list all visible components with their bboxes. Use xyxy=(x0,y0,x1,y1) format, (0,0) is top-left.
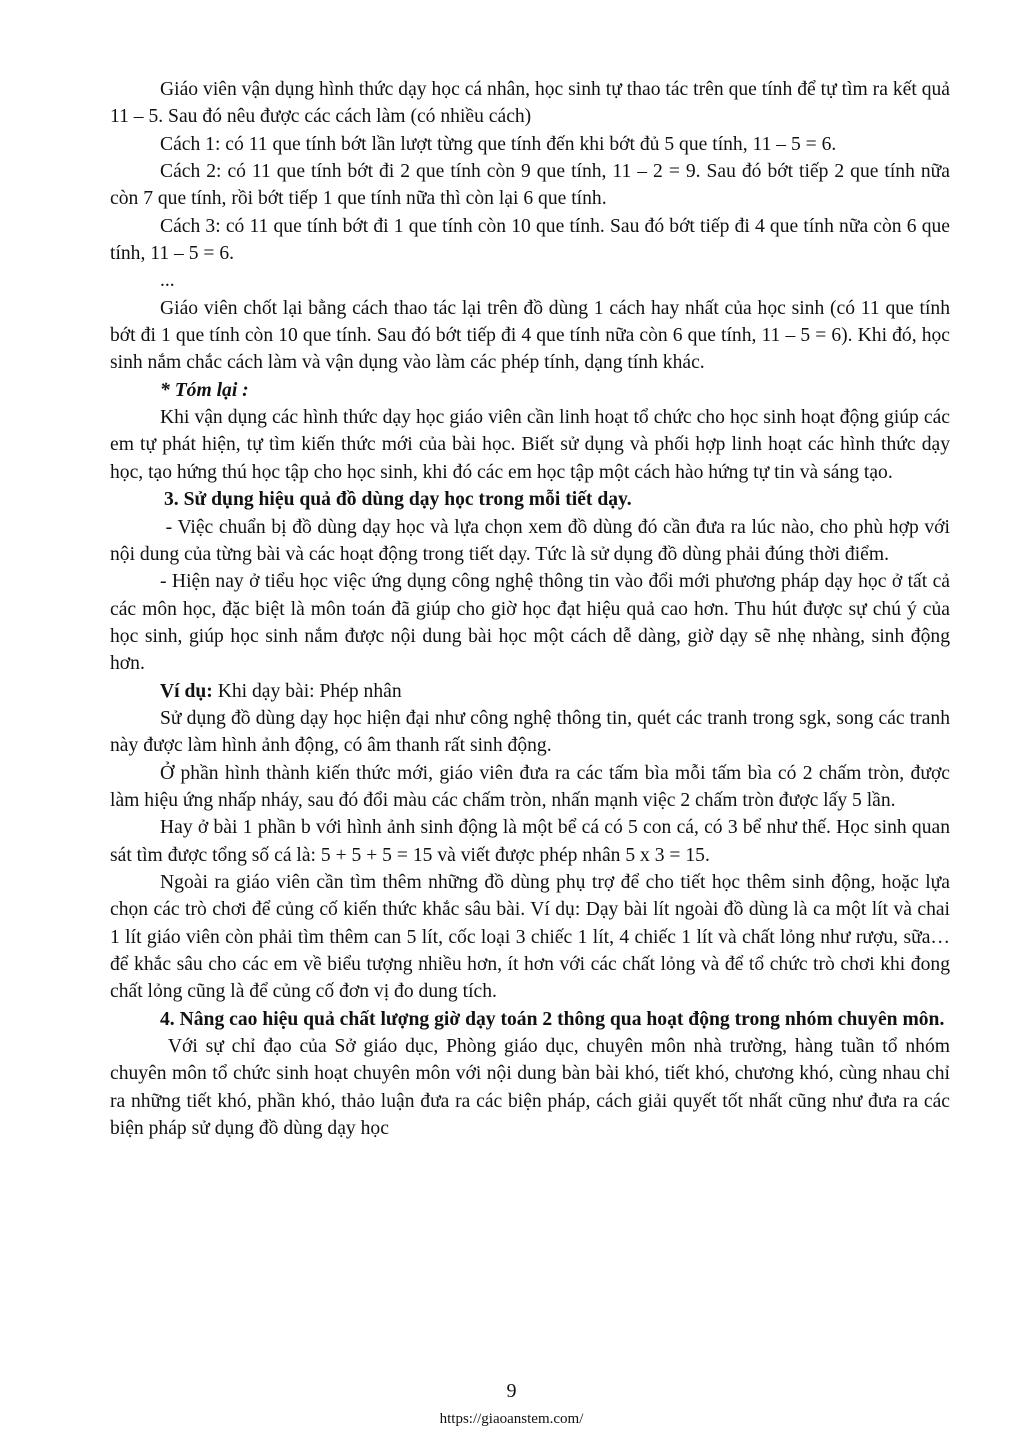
example-text: Khi dạy bài: Phép nhân xyxy=(217,680,402,702)
paragraph: Cách 1: có 11 que tính bớt lần lượt từng que tính đến khi bớt đủ 5 que tính, 11 – 5 = 6. xyxy=(160,133,837,155)
paragraph: Ngoài ra giáo viên cần tìm thêm những đồ dùng phụ trợ để cho tiết học thêm sinh động, hoặc lựa chọn các trò chơi để củng cố kiến thức khắc sâu bài. Ví dụ: Dạy bài lít ngoài đồ dùng là ca một lít và chai 1 lít giáo viên còn phải tìm thêm can 5 lít, cốc loại 3 chiếc 1 lít, 4 chiếc 1 lít và chất lỏng như rượu, sữa… để khắc sâu cho các em về biểu tượng nhiều hơn, ít hơn với các chất lỏng và để tổ chức trò chơi khi đong chất lỏng cũng là để củng cố đơn vị đo dung tích. xyxy=(110,871,950,1003)
section-heading: 3. Sử dụng hiệu quả đồ dùng dạy học trong mỗi tiết dạy. xyxy=(164,489,632,511)
section-heading: 4. Nâng cao hiệu quả chất lượng giờ dạy toán 2 thông qua hoạt động trong nhóm chuyên môn. xyxy=(160,1008,945,1030)
page-number: 9 xyxy=(506,1380,517,1402)
page-body xyxy=(110,76,955,1142)
paragraph: Giáo viên vận dụng hình thức dạy học cá nhân, học sinh tự thao tác trên que tính để tự tìm ra kết quả 11 – 5. Sau đó nêu được các cách làm (có nhiều cách) xyxy=(110,79,950,128)
paragraph: Cách 3: có 11 que tính bớt đi 1 que tính còn 10 que tính. Sau đó bớt tiếp đi 4 que tính nữa còn 6 que tính, 11 – 5 = 6. xyxy=(110,215,950,265)
paragraph: Với sự chỉ đạo của Sở giáo dục, Phòng giáo dục, chuyên môn nhà trường, hàng tuần tổ nhóm chuyên môn tổ chức sinh hoạt chuyên môn với nội dung bàn bài khó, tiết khó, chương khó, cùng nhau chỉ ra những tiết khó, phần khó, thảo luận đưa ra các biện pháp, cách giải quyết tốt nhất cũng như đưa ra các biện pháp sử dụng đồ dùng dạy học xyxy=(110,1036,955,1140)
example-paragraph xyxy=(110,678,950,705)
example-label: Ví dụ: xyxy=(160,680,213,702)
footer-url[interactable]: https://giaoanstem.com/ xyxy=(439,1411,584,1427)
paragraph: - Hiện nay ở tiểu học việc ứng dụng công nghệ thông tin vào đổi mới phương pháp dạy học ở tất cả các môn học, đặc biệt là môn toán đã giúp cho giờ học đạt hiệu quả cao hơn. Thu hút được sự chú ý của học sinh, giúp học sinh nắm được nội dung bài học một cách dễ dàng, giờ dạy sẽ nhẹ nhàng, sinh động hơn. xyxy=(110,571,950,675)
paragraph: Cách 2: có 11 que tính bớt đi 2 que tính còn 9 que tính, 11 – 2 = 9. Sau đó bớt tiếp 2 que tính nữa còn 7 que tính, rồi bớt tiếp 1 que tính nữa thì còn lại 6 que tính. xyxy=(110,161,950,210)
paragraph: ... xyxy=(160,270,175,292)
paragraph: Giáo viên chốt lại bằng cách thao tác lại trên đồ dùng 1 cách hay nhất của học sinh (có 11 que tính bớt đi 1 que tính còn 10 que tính. Sau đó bớt tiếp đi 4 que tính nữa còn 6 que tính, 11 – 5 = 6). Khi đó, học sinh nắm chắc cách làm và vận dụng vào làm các phép tính, dạng tính khác. xyxy=(110,297,950,374)
paragraph: Hay ở bài 1 phần b với hình ảnh sinh động là một bể cá có 5 con cá, có 3 bể như thế. Học sinh quan sát tìm được tổng số cá là: 5 + 5 + 5 = 15 và viết được phép nhân 5 x 3 = 15. xyxy=(110,817,950,866)
paragraph: - Việc chuẩn bị đồ dùng dạy học và lựa chọn xem đồ dùng đó cần đưa ra lúc nào, cho phù hợp với nội dung của từng bài và các hoạt động trong tiết dạy. Tức là sử dụng đồ dùng phải đúng thời điểm. xyxy=(110,516,955,565)
summary-heading: * Tóm lại : xyxy=(160,379,249,401)
paragraph: Sử dụng đồ dùng dạy học hiện đại như công nghệ thông tin, quét các tranh trong sgk, song các tranh này được làm hình ảnh động, có âm thanh rất sinh động. xyxy=(110,707,950,757)
paragraph: Ở phần hình thành kiến thức mới, giáo viên đưa ra các tấm bìa mỗi tấm bìa có 2 chấm tròn, được làm hiệu ứng nhấp nháy, sau đó đổi màu các chấm tròn, nhấn mạnh việc 2 chấm tròn được lấy 5 lần. xyxy=(110,762,950,811)
paragraph: Khi vận dụng các hình thức dạy học giáo viên cần linh hoạt tổ chức cho học sinh hoạt động giúp các em tự phát hiện, tự tìm kiến thức mới của bài học. Biết sử dụng và phối hợp linh hoạt các hình thức dạy học, tạo hứng thú học tập cho học sinh, khi đó các em học tập một cách hào hứng tự tin và sáng tạo. xyxy=(110,407,950,483)
